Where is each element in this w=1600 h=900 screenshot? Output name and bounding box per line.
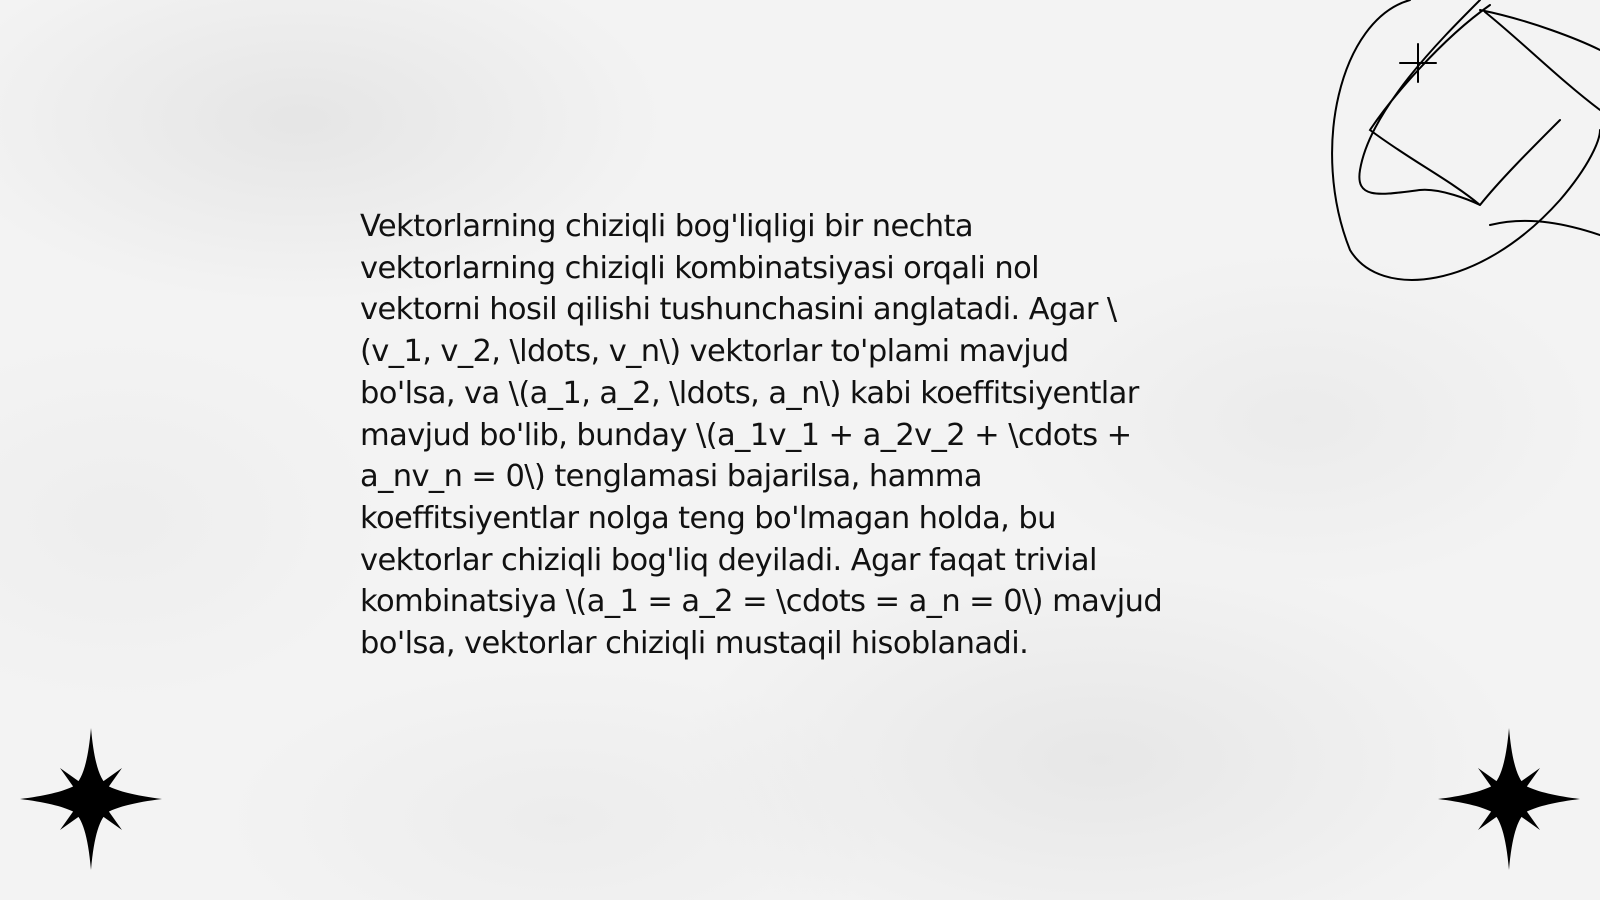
sparkle-icon: [1400, 44, 1436, 82]
paragraph-line: vektorlarning chiziqli kombinatsiyasi orqali nol: [360, 250, 1039, 286]
paragraph-line: koeffitsiyentlar nolga teng bo'lmagan holda, bu: [360, 500, 1056, 536]
paragraph-line: (v_1, v_2, \ldots, v_n\) vektorlar to'plami mavjud: [360, 334, 1069, 370]
four-point-star-icon: [20, 728, 162, 870]
paragraph-line: vektorni hosil qilishi tushunchasini anglatadi. Agar \: [360, 292, 1117, 328]
paragraph-line: bo'lsa, vektorlar chiziqli mustaqil hisoblanadi.: [360, 626, 1029, 662]
paragraph-line: vektorlar chiziqli bog'liq deyiladi. Agar faqat trivial: [360, 542, 1097, 578]
four-point-star-icon: [1438, 728, 1580, 870]
body-paragraph: [360, 206, 1220, 665]
paragraph-line: mavjud bo'lib, bunday \(a_1v_1 + a_2v_2 + \cdots +: [360, 417, 1132, 453]
paragraph-line: kombinatsiya \(a_1 = a_2 = \cdots = a_n = 0\) mavjud: [360, 584, 1163, 620]
paragraph-line: bo'lsa, va \(a_1, a_2, \ldots, a_n\) kabi koeffitsiyentlar: [360, 375, 1139, 411]
orbit-lines-icon: [1330, 0, 1600, 300]
paragraph-line: a_nv_n = 0\) tenglamasi bajarilsa, hamma: [360, 459, 982, 495]
paragraph-line: Vektorlarning chiziqli bog'liqligi bir nechta: [360, 209, 973, 244]
